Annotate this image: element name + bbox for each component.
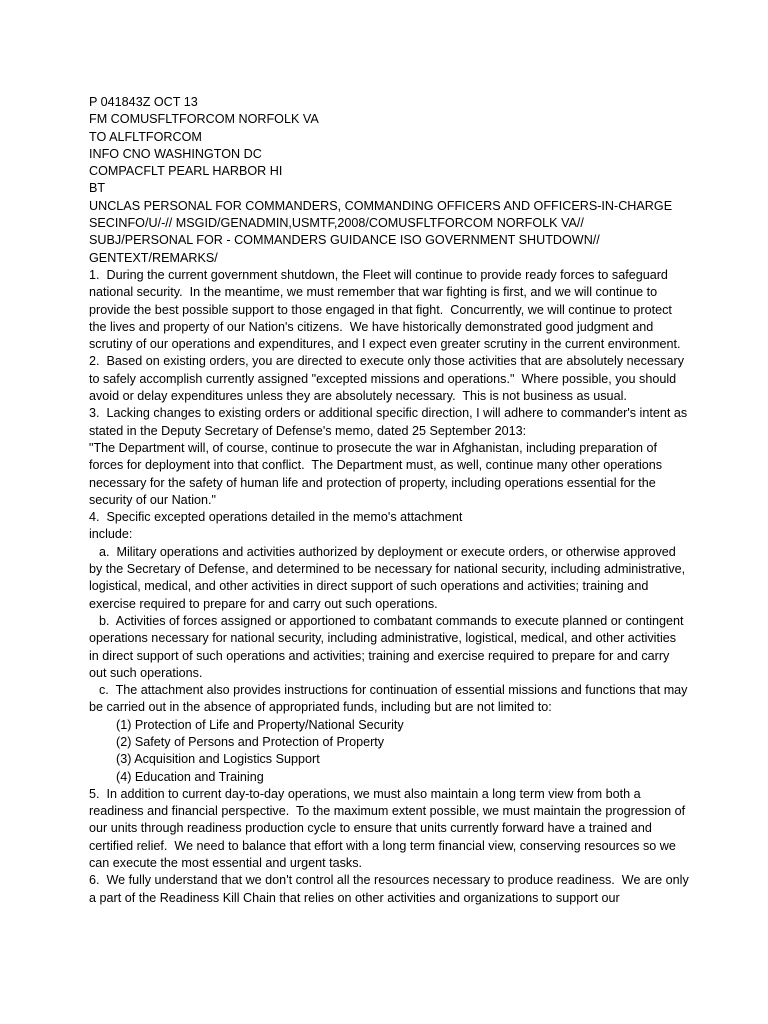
sub-item-4: (4) Education and Training xyxy=(116,769,264,784)
info-line: INFO CNO WASHINGTON DC xyxy=(89,146,262,161)
info-line-2: COMPACFLT PEARL HARBOR HI xyxy=(89,164,283,179)
quoted-memo: "The Department will, of course, continue to prosecute the war in Afghanistan, including preparation of forces for deployment into that conflict. The Department must, as well, continue many other operations necessary for the safety of human life and protection of property, including operations essential for the security of our Nation." xyxy=(89,440,666,507)
dtg-line: P 041843Z OCT 13 xyxy=(89,95,198,109)
sub-item-1: (1) Protection of Life and Property/National Security xyxy=(116,717,404,732)
sub-item-3: (3) Acquisition and Logistics Support xyxy=(116,752,320,767)
classification-subject: UNCLAS PERSONAL FOR COMMANDERS, COMMANDING OFFICERS AND OFFICERS-IN-CHARGE SECINFO/U/-// MSGID/GENADMIN,USMTF,2008/COMUSFLTFORCOM NORFOLK VA// SUBJ/PERSONAL FOR - COMMANDERS GUIDANCE ISO GOVERNMENT SHUTDOWN// GENTEXT/REMARKS/ xyxy=(89,198,676,265)
paragraph-4-continuation: include: xyxy=(89,527,133,542)
item-a: a. Military operations and activities authorized by deployment or execute orders, or otherwise approved by the Secretary of Defense, and determined to be necessary for national security, including administrative, logistical, medical, and other activities in direct support of such operations and activities; training and exercise required to prepare for and carry out such operations. xyxy=(89,544,689,611)
paragraph-1: 1. During the current government shutdown, the Fleet will continue to provide ready forces to safeguard national security. In the meantime, we must remember that war fighting is first, and we will continue to provide the best possible support to those engaged in that fight. Concurrently, we will continue to protect the lives and property of our Nation's citizens. We have historically demonstrated good judgment and scrutiny of our operations and expenditures, and I expect even greater scrutiny in the current environment. xyxy=(89,267,681,352)
sub-item-2: (2) Safety of Persons and Protection of Property xyxy=(116,734,385,749)
paragraph-5: 5. In addition to current day-to-day operations, we must also maintain a long term view from both a readiness and financial perspective. To the maximum extent possible, we must maintain the progression of our units through readiness production cycle to ensure that units currently forward have a trained and certified relief. We need to balance that effort with a long term financial view, conserving resources so we can execute the most essential and urgent tasks. xyxy=(89,786,689,871)
paragraph-2: 2. Based on existing orders, you are directed to execute only those activities that are absolutely necessary to safely accomplish currently assigned "excepted missions and operations." Where possible, you should avoid or delay expenditures unless they are absolutely necessary. This is not business as usual. xyxy=(89,354,688,404)
break-line: BT xyxy=(89,181,106,196)
from-line: FM COMUSFLTFORCOM NORFOLK VA xyxy=(89,112,319,127)
item-b: b. Activities of forces assigned or apportioned to combatant commands to execute planned or contingent operations necessary for national security, including administrative, logistical, medical, and other activities in direct support of such operations and activities; training and exercise required to prepare for and carry out such operations. xyxy=(89,613,688,680)
message-document xyxy=(89,94,693,907)
to-line: TO ALFLTFORCOM xyxy=(89,129,202,144)
item-c: c. The attachment also provides instructions for continuation of essential missions and functions that may be carried out in the absence of appropriated funds, including but are not limited to: xyxy=(89,683,691,715)
paragraph-3: 3. Lacking changes to existing orders or additional specific direction, I will adhere to commander's intent as stated in the Deputy Secretary of Defense's memo, dated 25 September 2013: xyxy=(89,406,691,438)
paragraph-6: 6. We fully understand that we don't control all the resources necessary to produce readiness. We are only a part of the Readiness Kill Chain that relies on other activities and organizations to support our xyxy=(89,873,693,905)
paragraph-4: 4. Specific excepted operations detailed in the memo's attachment xyxy=(89,510,463,525)
